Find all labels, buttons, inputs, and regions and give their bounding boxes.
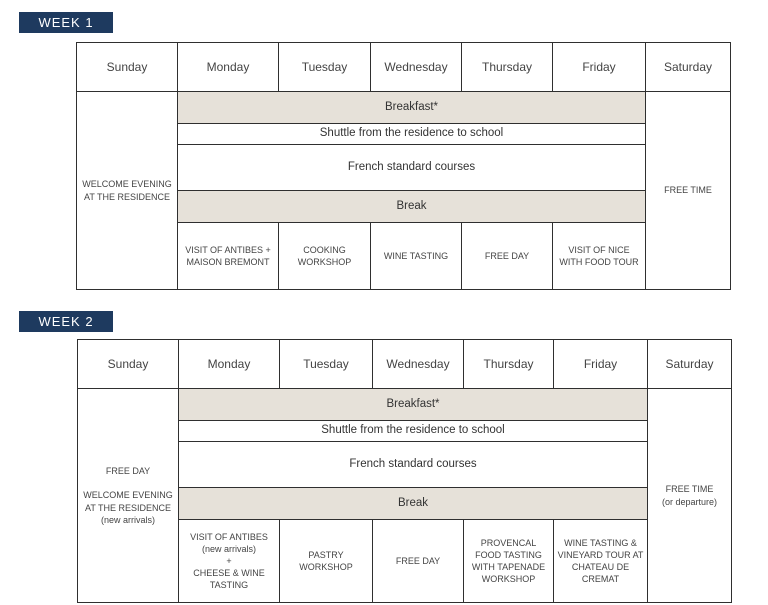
day-header-friday: Friday	[553, 43, 646, 92]
week-1-schedule-table	[76, 42, 731, 290]
week-1-thursday-activity: FREE DAY	[462, 223, 553, 290]
day-header-tuesday: Tuesday	[280, 340, 373, 389]
day-header-wednesday: Wednesday	[373, 340, 464, 389]
week-1-sunday-cell: WELCOME EVENING AT THE RESIDENCE	[77, 92, 178, 290]
week-2-courses-bar: French standard courses	[179, 442, 648, 488]
week-2-saturday-departure: (or departure)	[661, 496, 718, 507]
week-2-monday-plus: +	[226, 555, 232, 566]
week-2-monday-activity	[179, 520, 280, 603]
week-2-sunday-new-arrivals: (new arrivals)	[100, 514, 155, 525]
day-header-monday: Monday	[179, 340, 280, 389]
day-header-saturday: Saturday	[646, 43, 731, 92]
week-2-friday-activity: WINE TASTING & VINEYARD TOUR AT CHATEAU DE CREMAT	[554, 520, 648, 603]
week-2-monday-new-arrivals: (new arrivals)	[201, 543, 256, 554]
week-2-sunday-cell	[78, 389, 179, 603]
week-2-monday-antibes: VISIT OF ANTIBES	[190, 531, 268, 542]
week-1-shuttle-bar: Shuttle from the residence to school	[178, 124, 646, 145]
week-2-shuttle-bar: Shuttle from the residence to school	[179, 421, 648, 442]
week-2-breakfast-bar: Breakfast*	[179, 389, 648, 421]
week-2-sunday-free-day: FREE DAY	[105, 466, 151, 477]
week-2-saturday-free-time: FREE TIME	[665, 484, 714, 495]
day-header-tuesday: Tuesday	[279, 43, 371, 92]
day-header-thursday: Thursday	[464, 340, 554, 389]
week-2-break-bar: Break	[179, 488, 648, 520]
week-2-header-row	[78, 340, 732, 389]
day-header-sunday: Sunday	[77, 43, 178, 92]
week-1-saturday-cell: FREE TIME	[646, 92, 731, 290]
day-header-thursday: Thursday	[462, 43, 553, 92]
day-header-sunday: Sunday	[78, 340, 179, 389]
week-1-wednesday-activity: WINE TASTING	[371, 223, 462, 290]
week-1-break-bar: Break	[178, 191, 646, 223]
week-2-tuesday-activity: PASTRY WORKSHOP	[280, 520, 373, 603]
week-1-tuesday-activity: COOKING WORKSHOP	[279, 223, 371, 290]
day-header-monday: Monday	[178, 43, 279, 92]
day-header-saturday: Saturday	[648, 340, 732, 389]
day-header-wednesday: Wednesday	[371, 43, 462, 92]
week-2-monday-cheese-wine: CHEESE & WINE TASTING	[193, 568, 265, 591]
week-1-friday-activity: VISIT OF NICE WITH FOOD TOUR	[553, 223, 646, 290]
week-2-schedule-table	[77, 339, 732, 603]
week-2-wednesday-activity: FREE DAY	[373, 520, 464, 603]
week-2-thursday-activity: PROVENCAL FOOD TASTING WITH TAPENADE WORKSHOP	[464, 520, 554, 603]
week-2-sunday-welcome: WELCOME EVENING AT THE RESIDENCE	[83, 490, 173, 513]
week-1-label: WEEK 1	[19, 12, 113, 33]
week-2-saturday-cell	[648, 389, 732, 603]
week-1-courses-bar: French standard courses	[178, 145, 646, 191]
week-1-monday-activity: VISIT OF ANTIBES + MAISON BREMONT	[178, 223, 279, 290]
week-1-header-row	[77, 43, 731, 92]
day-header-friday: Friday	[554, 340, 648, 389]
week-1-breakfast-bar: Breakfast*	[178, 92, 646, 124]
week-2-label: WEEK 2	[19, 311, 113, 332]
